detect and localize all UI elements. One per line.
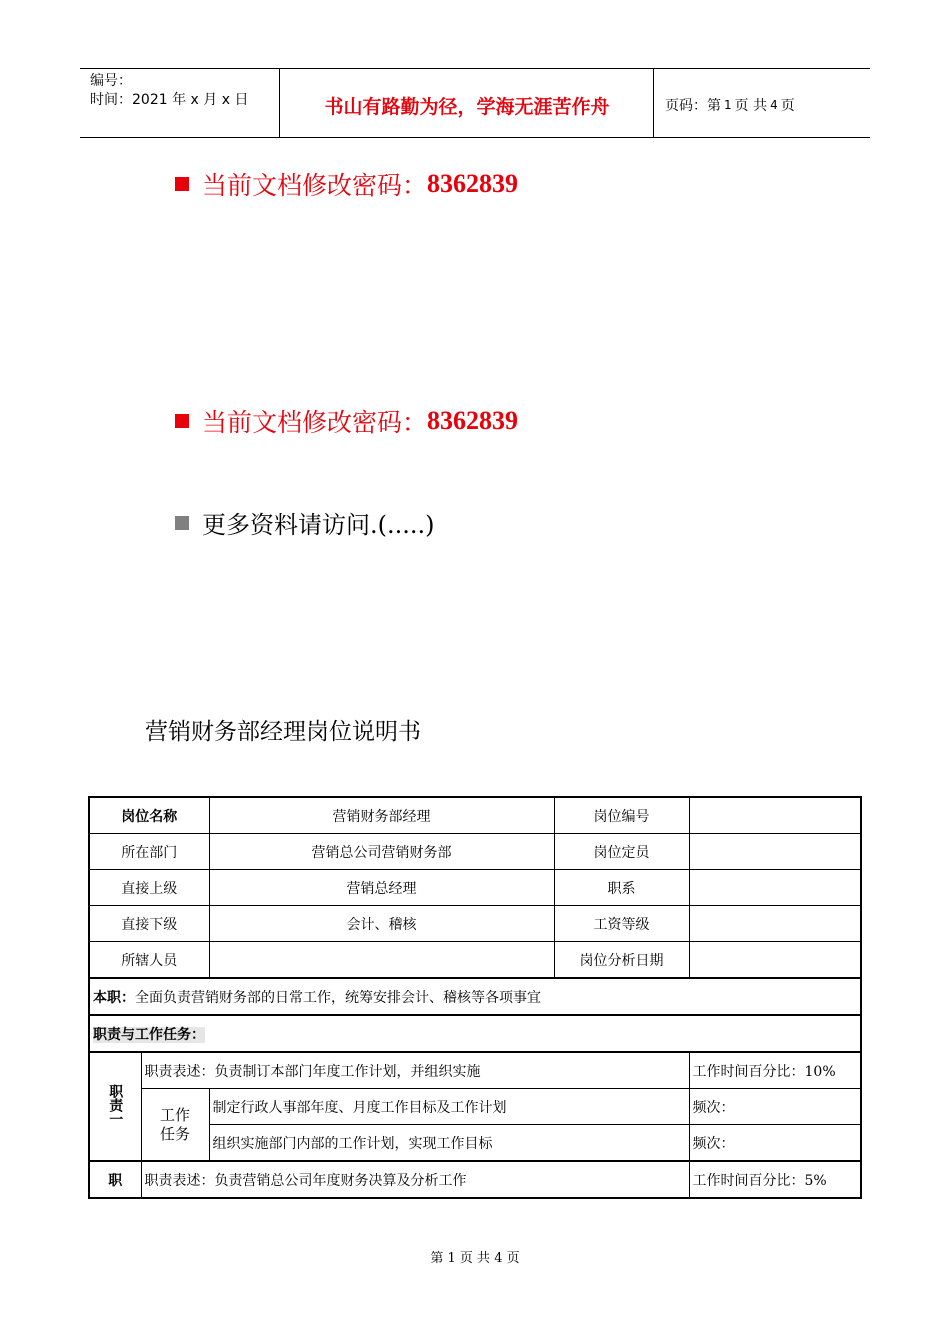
table-row bbox=[89, 797, 861, 834]
duty-two-time: 工作时间百分比：5% bbox=[689, 1161, 861, 1198]
notice-code: 8362839 bbox=[427, 169, 519, 198]
field-label: 岗位定员 bbox=[554, 834, 689, 870]
duty-summary bbox=[89, 978, 861, 1015]
page-header bbox=[80, 68, 870, 138]
header-page-info bbox=[655, 69, 870, 137]
document-title: 营销财务部经理岗位说明书 bbox=[145, 719, 421, 745]
task-frequency: 频次： bbox=[689, 1089, 861, 1125]
field-label: 岗位编号 bbox=[554, 797, 689, 834]
page-current: 1 bbox=[724, 98, 732, 112]
notice-text: 当前文档修改密码： bbox=[202, 408, 428, 437]
notice-text: 当前文档修改密码： bbox=[202, 171, 428, 200]
page-suffix: 页 bbox=[780, 98, 795, 114]
duty-one-label: 职责一 bbox=[89, 1052, 141, 1161]
task-label: 工作任务 bbox=[159, 1105, 190, 1143]
table-row bbox=[89, 1161, 861, 1198]
task-label-cell bbox=[141, 1089, 209, 1162]
field-value bbox=[689, 906, 861, 942]
field-label: 岗位名称 bbox=[89, 797, 209, 834]
table-row bbox=[89, 942, 861, 979]
table-row bbox=[89, 1052, 861, 1089]
field-label: 岗位分析日期 bbox=[554, 942, 689, 979]
notice-code: 8362839 bbox=[427, 406, 519, 435]
page-mid: 页 共 bbox=[734, 98, 768, 114]
field-label: 直接上级 bbox=[89, 870, 209, 906]
page-total: 4 bbox=[770, 98, 778, 112]
gray-square-bullet-icon bbox=[175, 516, 189, 530]
field-value: 会计、稽核 bbox=[209, 906, 554, 942]
duty-one-description: 职责表述：负责制订本部门年度工作计划，并组织实施 bbox=[141, 1052, 689, 1089]
job-description-table bbox=[88, 796, 860, 1199]
table-row bbox=[89, 870, 861, 906]
duty-two-label: 职 bbox=[89, 1161, 141, 1198]
duty-summary-text: 全面负责营销财务部的日常工作，统筹安排会计、稽核等各项事宜 bbox=[135, 989, 541, 1006]
tasks-header: 职责与工作任务： bbox=[93, 1026, 205, 1043]
field-value bbox=[209, 942, 554, 979]
field-label: 所辖人员 bbox=[89, 942, 209, 979]
password-notice bbox=[175, 403, 518, 439]
table-row bbox=[89, 834, 861, 870]
password-notice bbox=[175, 166, 518, 202]
field-value bbox=[689, 870, 861, 906]
field-value: 营销总经理 bbox=[209, 870, 554, 906]
field-value bbox=[689, 942, 861, 979]
table-row bbox=[89, 906, 861, 942]
task-item: 组织实施部门内部的工作计划，实现工作目标 bbox=[209, 1125, 689, 1162]
duty-summary-label: 本职： bbox=[93, 989, 135, 1006]
duty-two-description: 职责表述：负责营销总公司年度财务决算及分析工作 bbox=[141, 1161, 689, 1198]
task-item: 制定行政人事部年度、月度工作目标及工作计划 bbox=[209, 1089, 689, 1125]
header-meta bbox=[80, 69, 280, 137]
page-prefix: 页码：第 bbox=[665, 98, 721, 114]
field-value bbox=[689, 834, 861, 870]
field-label: 职系 bbox=[554, 870, 689, 906]
field-label: 工资等级 bbox=[554, 906, 689, 942]
field-value: 营销财务部经理 bbox=[209, 797, 554, 834]
tasks-header-cell bbox=[89, 1015, 861, 1052]
table-row bbox=[89, 1089, 861, 1125]
task-frequency: 频次： bbox=[689, 1125, 861, 1162]
more-info-line bbox=[175, 505, 435, 540]
doc-date-label: 时间：2021 年 x 月 x 日 bbox=[90, 92, 249, 108]
field-label: 直接下级 bbox=[89, 906, 209, 942]
field-label: 所在部门 bbox=[89, 834, 209, 870]
header-motto: 书山有路勤为径，学海无涯苦作舟 bbox=[281, 69, 654, 137]
more-info-text: 更多资料请访问.(.....) bbox=[202, 511, 435, 539]
table-row bbox=[89, 978, 861, 1015]
field-value: 营销总公司营销财务部 bbox=[209, 834, 554, 870]
duty-one-time: 工作时间百分比：10% bbox=[689, 1052, 861, 1089]
field-value bbox=[689, 797, 861, 834]
red-square-bullet-icon bbox=[175, 414, 189, 428]
red-square-bullet-icon bbox=[175, 177, 189, 191]
doc-number-label: 编号： bbox=[90, 73, 132, 89]
table-row bbox=[89, 1015, 861, 1052]
page-footer: 第 1 页 共 4 页 bbox=[430, 1251, 520, 1266]
